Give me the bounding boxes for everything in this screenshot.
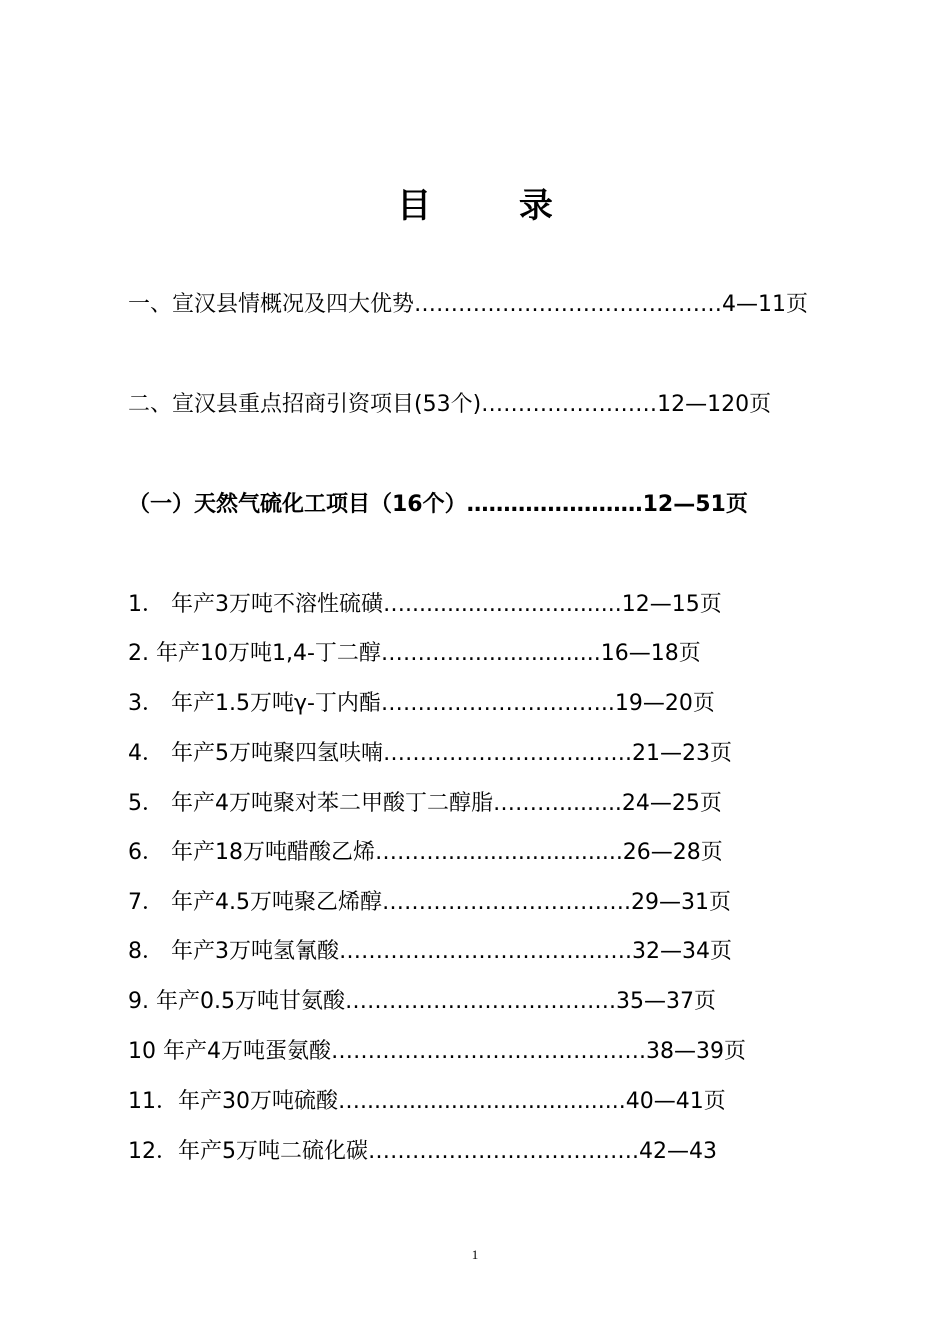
toc-subsection-gas-sulfur: （一）天然气硫化工项目（16个）……………………12—51页: [128, 492, 748, 517]
toc-item: 3． 年产1.5万吨γ-丁内酯…………………………..19—20页: [128, 691, 715, 716]
toc-title: 目 录: [397, 186, 591, 226]
toc-item: 8． 年产3万吨氢氰酸………………………………….32—34页: [128, 939, 732, 964]
toc-section-projects: 二、宣汉县重点招商引资项目(53个)……………………12—120页: [128, 392, 772, 417]
toc-item: 2. 年产10万吨1,4-丁二醇………......................16—18页: [128, 641, 701, 666]
toc-item: 10 年产4万吨蛋氨酸…………………………………….38—39页: [128, 1039, 746, 1064]
toc-item: 6． 年产18万吨醋酸乙烯………..........................26—28页: [128, 840, 723, 865]
toc-item: 12．年产5万吨二硫化碳……………………………….42—43: [128, 1139, 717, 1164]
toc-item: 4． 年产5万吨聚四氢呋喃…………………………….21—23页: [128, 741, 732, 766]
toc-section-overview: 一、宣汉县情概况及四大优势……………………………………4—11页: [128, 292, 808, 317]
page-number: 1: [471, 1247, 479, 1262]
toc-item: 9. 年产0.5万吨甘氨酸……………………………….35—37页: [128, 989, 716, 1014]
toc-item: 7． 年产4.5万吨聚乙烯醇…………………………….29—31页: [128, 890, 731, 915]
toc-item: 1． 年产3万吨不溶性硫磺…...............................12—15页: [128, 592, 722, 617]
toc-item: 5． 年产4万吨聚对苯二甲酸丁二醇脂……….........24—25页: [128, 791, 722, 816]
toc-item: 11．年产30万吨硫酸…......................................40—41页: [128, 1089, 726, 1114]
